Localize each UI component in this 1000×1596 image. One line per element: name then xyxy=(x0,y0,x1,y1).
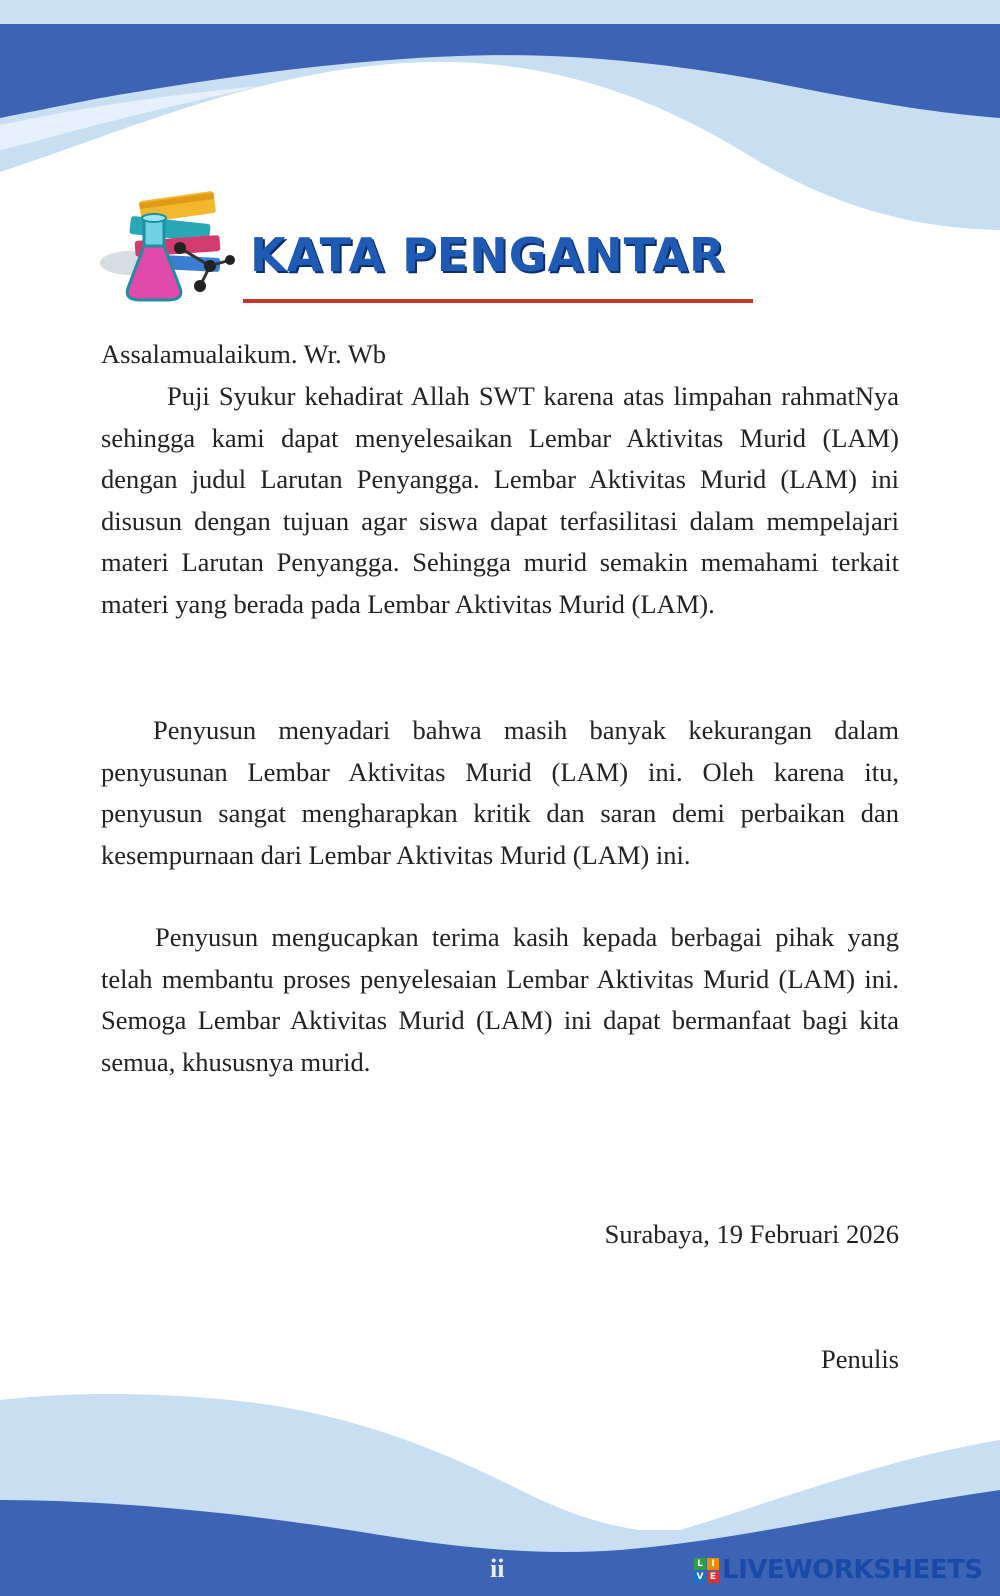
logo-letter: I xyxy=(707,1558,719,1570)
logo-letter: E xyxy=(707,1571,719,1583)
liveworksheets-brand: LIVEWORKSHEETS xyxy=(722,1555,983,1585)
chemistry-books-flask-icon xyxy=(100,188,250,306)
page-number: ii xyxy=(490,1554,505,1583)
author-signature: Penulis xyxy=(820,1344,899,1374)
greeting-text: Assalamualaikum. Wr. Wb xyxy=(101,339,386,369)
logo-letter: L xyxy=(694,1558,706,1570)
liveworksheets-logo-icon xyxy=(694,1558,719,1583)
logo-letter: V xyxy=(694,1571,706,1583)
page-title: KATA PENGANTAR xyxy=(250,228,726,282)
section-heading xyxy=(100,188,760,308)
paragraph-3: Penyusun mengucapkan terima kasih kepada berbagai pihak yang telah membantu proses penyelesaian Lembar Aktivitas Murid (LAM) ini. Semoga Lembar Aktivitas Murid (LAM) ini dapat bermanfaat bagi kita semua, khususnya murid. xyxy=(101,922,899,1077)
liveworksheets-badge[interactable] xyxy=(694,1555,983,1585)
paragraph-1: Puji Syukur kehadirat Allah SWT karena atas limpahan rahmatNya sehingga kami dapat menyelesaikan Lembar Aktivitas Murid (LAM) dengan judul Larutan Penyangga. Lembar Aktivitas Murid (LAM) ini disusun dengan tujuan agar siswa dapat terfasilitasi dalam mempelajari materi Larutan Penyangga. Sehingga murid semakin memahami terkait materi yang berada pada Lembar Aktivitas Murid (LAM). xyxy=(101,381,899,619)
place-and-date: Surabaya, 19 Februari 2026 xyxy=(604,1219,899,1249)
title-underline xyxy=(243,299,753,303)
paragraph-2: Penyusun menyadari bahwa masih banyak kekurangan dalam penyusunan Lembar Aktivitas Murid (LAM) ini. Oleh karena itu, penyusun sangat mengharapkan kritik dan saran demi perbaikan dan kesempurnaan dari Lembar Aktivitas Murid (LAM) ini. xyxy=(101,715,899,870)
